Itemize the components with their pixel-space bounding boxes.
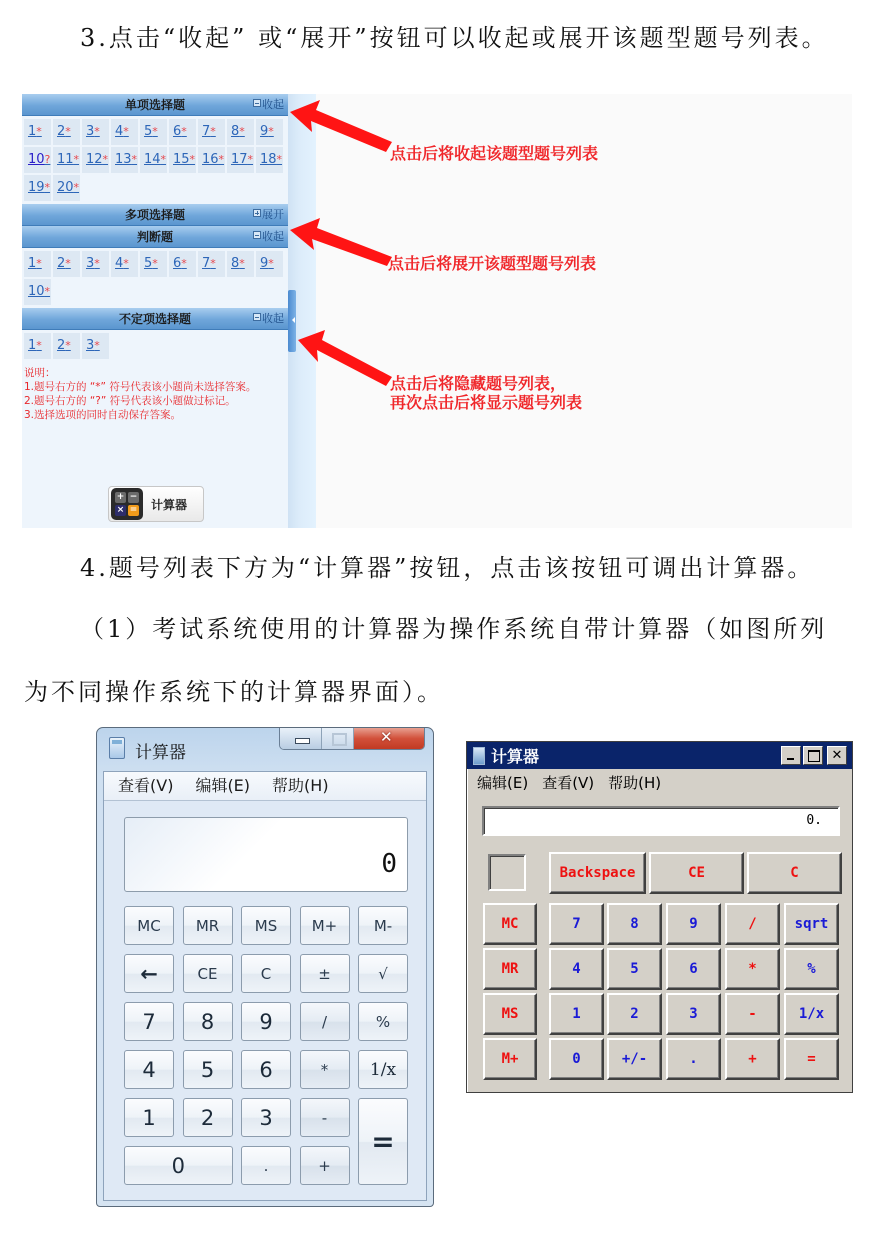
- key-5[interactable]: 5: [607, 948, 662, 990]
- close-button[interactable]: [354, 728, 424, 749]
- callout-collapse: 点击后将收起该题型题号列表: [390, 144, 599, 163]
- key-4[interactable]: 4: [549, 948, 604, 990]
- question-tile[interactable]: 1*: [24, 333, 51, 359]
- calculator-body: [103, 771, 427, 1201]
- memory-indicator: [488, 854, 526, 891]
- key-8[interactable]: 8: [183, 1002, 233, 1041]
- key-equals[interactable]: =: [784, 1038, 839, 1080]
- menu-edit[interactable]: 编辑(E): [195, 776, 251, 795]
- calculator-app-icon: [109, 737, 125, 759]
- paragraph-sub-1-line2: 为不同操作系统下的计算器界面）。: [24, 678, 444, 706]
- paragraph-step-3: 3.点击“收起” 或“展开”按钮可以收起或展开该题型题号列表。: [80, 24, 829, 52]
- menu-help[interactable]: 帮助(H): [608, 774, 662, 792]
- question-tile[interactable]: 10*: [24, 279, 51, 305]
- key-c[interactable]: C: [241, 954, 291, 993]
- key-reciprocal[interactable]: 1/x: [358, 1050, 408, 1089]
- calculator-icon: + − × =: [111, 488, 143, 520]
- key-6[interactable]: 6: [241, 1050, 291, 1089]
- key-negate[interactable]: ±: [300, 954, 350, 993]
- question-tile[interactable]: 3*: [82, 251, 109, 277]
- minimize-button[interactable]: [280, 728, 322, 749]
- window-title: 计算器: [491, 747, 540, 766]
- minimize-button[interactable]: [781, 746, 801, 765]
- key-divide[interactable]: /: [725, 903, 780, 945]
- calculator-display: 0: [124, 817, 408, 892]
- question-tile[interactable]: 1*: [24, 119, 51, 145]
- key-9[interactable]: 9: [241, 1002, 291, 1041]
- question-tile[interactable]: 12*: [82, 147, 109, 173]
- menu-view[interactable]: 查看(V): [118, 776, 174, 795]
- question-tile[interactable]: 13*: [111, 147, 138, 173]
- key-mc[interactable]: MC: [124, 906, 174, 945]
- key-c[interactable]: C: [747, 852, 842, 894]
- key-negate[interactable]: +/-: [607, 1038, 662, 1080]
- key-6[interactable]: 6: [666, 948, 721, 990]
- key-m-minus[interactable]: M-: [358, 906, 408, 945]
- paragraph-sub-1-line1: （1）考试系统使用的计算器为操作系统自带计算器（如图所列: [80, 615, 828, 643]
- question-tile[interactable]: 9*: [256, 251, 283, 277]
- menu-edit[interactable]: 编辑(E): [477, 774, 529, 792]
- key-5[interactable]: 5: [183, 1050, 233, 1089]
- question-tile[interactable]: 7*: [198, 119, 225, 145]
- question-tile[interactable]: 9*: [256, 119, 283, 145]
- key-1[interactable]: 1: [549, 993, 604, 1035]
- key-subtract[interactable]: -: [300, 1098, 350, 1137]
- win7-calculator-window: [96, 727, 434, 1207]
- menu-view[interactable]: 查看(V): [542, 774, 595, 792]
- key-divide[interactable]: /: [300, 1002, 350, 1041]
- key-reciprocal[interactable]: 1/x: [784, 993, 839, 1035]
- question-tile[interactable]: 14*: [140, 147, 167, 173]
- key-ce[interactable]: CE: [183, 954, 233, 993]
- key-equals[interactable]: =: [358, 1098, 408, 1185]
- menu-help[interactable]: 帮助(H): [272, 776, 329, 795]
- key-subtract[interactable]: -: [725, 993, 780, 1035]
- question-tile[interactable]: 6*: [169, 251, 196, 277]
- keypad: [124, 906, 408, 1185]
- collapse-toggle-true-false[interactable]: 收起: [253, 226, 284, 248]
- key-backspace[interactable]: ←: [124, 954, 174, 993]
- key-backspace[interactable]: Backspace: [549, 852, 646, 894]
- question-tile[interactable]: 11*: [53, 147, 80, 173]
- section-title: 单项选择题: [124, 98, 185, 112]
- question-tile[interactable]: 15*: [169, 147, 196, 173]
- question-tile[interactable]: 19*: [24, 175, 51, 201]
- question-tile[interactable]: 3*: [82, 333, 109, 359]
- callout-expand: 点击后将展开该题型题号列表: [388, 254, 597, 273]
- question-tile[interactable]: 17*: [227, 147, 254, 173]
- key-percent[interactable]: %: [784, 948, 839, 990]
- key-7[interactable]: 7: [124, 1002, 174, 1041]
- section-title: 判断题: [136, 230, 173, 244]
- question-tile[interactable]: 4*: [111, 119, 138, 145]
- calculator-app-icon: [473, 747, 485, 765]
- key-sqrt[interactable]: sqrt: [784, 903, 839, 945]
- key-ce[interactable]: CE: [649, 852, 744, 894]
- question-tile[interactable]: 7*: [198, 251, 225, 277]
- key-percent[interactable]: %: [358, 1002, 408, 1041]
- question-tile[interactable]: 6*: [169, 119, 196, 145]
- key-3[interactable]: 3: [241, 1098, 291, 1137]
- expand-toggle-multiple-choice[interactable]: 展开: [253, 204, 284, 226]
- window-title: 计算器: [135, 743, 186, 763]
- question-tile[interactable]: 2*: [53, 251, 80, 277]
- key-mc[interactable]: MC: [483, 903, 537, 945]
- key-m-plus[interactable]: M+: [483, 1038, 537, 1080]
- key-m-plus[interactable]: M+: [300, 906, 350, 945]
- question-tile[interactable]: 18*: [256, 147, 283, 173]
- key-mr[interactable]: MR: [483, 948, 537, 990]
- question-tile[interactable]: 8*: [227, 119, 254, 145]
- callout-hide-line2: 再次点击后将显示题号列表: [390, 393, 583, 412]
- key-sqrt[interactable]: √: [358, 954, 408, 993]
- calculator-button[interactable]: + − × = 计算器: [108, 486, 204, 522]
- question-tile[interactable]: 2*: [53, 333, 80, 359]
- section-title: 多项选择题: [124, 208, 185, 222]
- maximize-button[interactable]: [322, 728, 354, 749]
- question-tile[interactable]: 16*: [198, 147, 225, 173]
- key-add[interactable]: +: [725, 1038, 780, 1080]
- menu-bar: [467, 769, 852, 799]
- key-0[interactable]: 0: [124, 1146, 233, 1185]
- key-4[interactable]: 4: [124, 1050, 174, 1089]
- window-controls: [781, 746, 847, 765]
- question-tile[interactable]: 4*: [111, 251, 138, 277]
- key-ms[interactable]: MS: [483, 993, 537, 1035]
- window-controls: [279, 728, 425, 750]
- question-tile[interactable]: 5*: [140, 119, 167, 145]
- key-8[interactable]: 8: [607, 903, 662, 945]
- key-decimal[interactable]: .: [666, 1038, 721, 1080]
- key-multiply[interactable]: *: [300, 1050, 350, 1089]
- classic-calculator-window: [466, 741, 853, 1093]
- question-tile-flagged[interactable]: 10?: [24, 147, 51, 173]
- key-ms[interactable]: MS: [241, 906, 291, 945]
- key-multiply[interactable]: *: [725, 948, 780, 990]
- close-button[interactable]: ✕: [827, 746, 847, 765]
- collapse-toggle-indefinite-choice[interactable]: 收起: [253, 308, 284, 330]
- key-mr[interactable]: MR: [183, 906, 233, 945]
- key-9[interactable]: 9: [666, 903, 721, 945]
- key-7[interactable]: 7: [549, 903, 604, 945]
- question-tile[interactable]: 20*: [53, 175, 80, 201]
- key-decimal[interactable]: .: [241, 1146, 291, 1185]
- calculator-display: 0.: [482, 806, 840, 836]
- instructions-notes: 说明： 1.题号右方的 “*” 符号代表该小题尚未选择答案。 2.题号右方的 “?” 符号代表该小题做过标记。 3.选择选项的同时自动保存答案。: [24, 367, 257, 421]
- question-tile[interactable]: 5*: [140, 251, 167, 277]
- key-2[interactable]: 2: [183, 1098, 233, 1137]
- collapse-toggle-single-choice[interactable]: 收起: [253, 94, 284, 116]
- key-3[interactable]: 3: [666, 993, 721, 1035]
- paragraph-step-4: 4.题号列表下方为“计算器”按钮，点击该按钮可调出计算器。: [80, 554, 815, 582]
- callout-hide-line1: 点击后将隐藏题号列表，: [390, 374, 567, 393]
- key-2[interactable]: 2: [607, 993, 662, 1035]
- question-tile[interactable]: 8*: [227, 251, 254, 277]
- question-tile[interactable]: 1*: [24, 251, 51, 277]
- menu-bar: [104, 772, 426, 801]
- key-0[interactable]: 0: [549, 1038, 604, 1080]
- key-add[interactable]: +: [300, 1146, 350, 1185]
- section-title: 不定项选择题: [118, 312, 191, 326]
- exam-panel-screenshot: [22, 94, 852, 528]
- maximize-button[interactable]: [803, 746, 823, 765]
- key-1[interactable]: 1: [124, 1098, 174, 1137]
- question-tile[interactable]: 2*: [53, 119, 80, 145]
- question-tile[interactable]: 3*: [82, 119, 109, 145]
